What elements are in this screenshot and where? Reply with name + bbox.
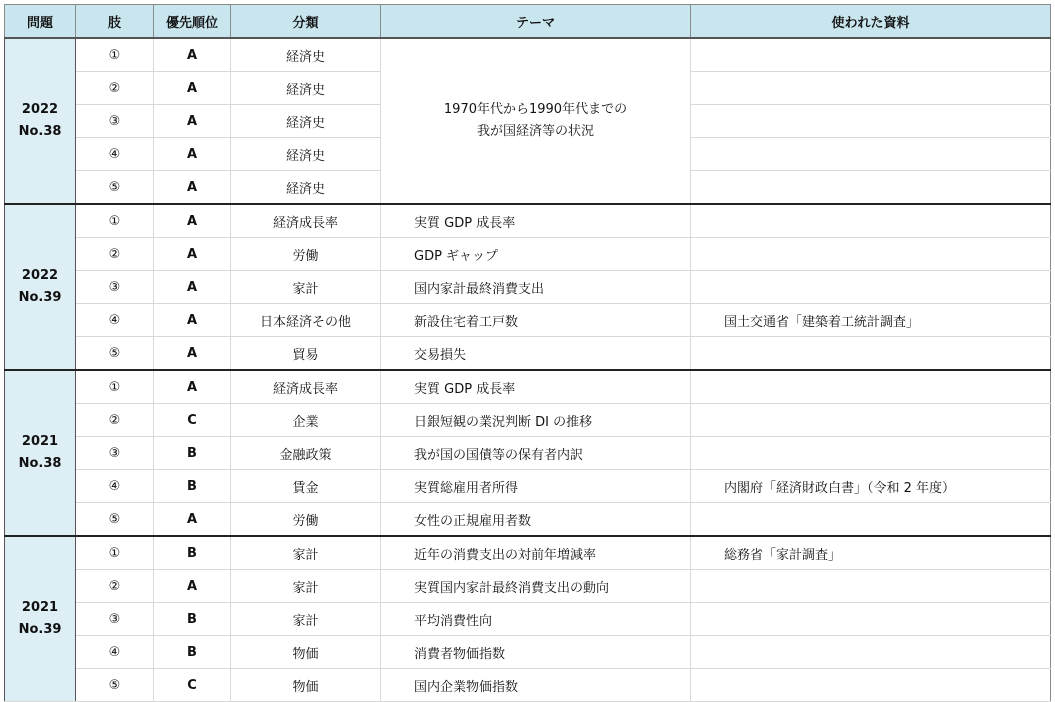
exam-topics-table xyxy=(4,4,1051,702)
table-row xyxy=(5,636,1051,669)
table-row xyxy=(5,304,1051,337)
table-row xyxy=(5,238,1051,271)
source-cell xyxy=(691,370,1051,404)
question-cell xyxy=(5,370,76,536)
theme-line: 1970年代から1990年代までの xyxy=(443,102,628,117)
table-row xyxy=(5,503,1051,537)
source-cell xyxy=(691,337,1051,371)
category-cell: 家計 xyxy=(231,536,381,570)
branch-cell: ② xyxy=(76,404,154,437)
question-cell xyxy=(5,536,76,702)
question-year: 2021 xyxy=(21,434,59,449)
table-row xyxy=(5,669,1051,702)
table-row xyxy=(5,570,1051,603)
priority-cell: A xyxy=(154,38,231,72)
priority-cell: B xyxy=(154,636,231,669)
theme-cell: 国内企業物価指数 xyxy=(381,669,691,702)
source-cell xyxy=(691,72,1051,105)
category-cell: 物価 xyxy=(231,636,381,669)
table-row xyxy=(5,603,1051,636)
category-cell: 経済史 xyxy=(231,105,381,138)
source-cell xyxy=(691,437,1051,470)
branch-cell: ④ xyxy=(76,138,154,171)
category-cell: 労働 xyxy=(231,238,381,271)
category-cell: 経済史 xyxy=(231,72,381,105)
theme-merged-cell xyxy=(381,38,691,204)
table-row xyxy=(5,38,1051,72)
category-cell: 経済史 xyxy=(231,138,381,171)
branch-cell: ③ xyxy=(76,271,154,304)
source-cell xyxy=(691,171,1051,205)
theme-cell: 実質 GDP 成長率 xyxy=(381,370,691,404)
source-cell xyxy=(691,503,1051,537)
priority-cell: A xyxy=(154,238,231,271)
source-cell xyxy=(691,105,1051,138)
priority-cell: A xyxy=(154,337,231,371)
table-row xyxy=(5,204,1051,238)
priority-cell: A xyxy=(154,570,231,603)
priority-cell: B xyxy=(154,437,231,470)
theme-cell: 日銀短観の業況判断 DI の推移 xyxy=(381,404,691,437)
branch-cell: ① xyxy=(76,536,154,570)
question-cell xyxy=(5,38,76,204)
table-row xyxy=(5,536,1051,570)
header-row xyxy=(5,5,1051,39)
theme-cell: GDP ギャップ xyxy=(381,238,691,271)
header-priority: 優先順位 xyxy=(154,5,231,39)
source-cell xyxy=(691,636,1051,669)
category-cell: 経済成長率 xyxy=(231,370,381,404)
source-cell xyxy=(691,38,1051,72)
category-cell: 家計 xyxy=(231,603,381,636)
source-cell xyxy=(691,138,1051,171)
priority-cell: B xyxy=(154,470,231,503)
branch-cell: ⑤ xyxy=(76,337,154,371)
header-theme: テーマ xyxy=(381,5,691,39)
category-cell: 経済史 xyxy=(231,171,381,205)
branch-cell: ② xyxy=(76,570,154,603)
question-cell xyxy=(5,204,76,370)
source-cell xyxy=(691,570,1051,603)
priority-cell: A xyxy=(154,503,231,537)
table-row xyxy=(5,404,1051,437)
priority-cell: A xyxy=(154,304,231,337)
priority-cell: A xyxy=(154,204,231,238)
branch-cell: ① xyxy=(76,204,154,238)
theme-cell: 女性の正規雇用者数 xyxy=(381,503,691,537)
table-row xyxy=(5,437,1051,470)
branch-cell: ② xyxy=(76,238,154,271)
theme-cell: 近年の消費支出の対前年増減率 xyxy=(381,536,691,570)
branch-cell: ④ xyxy=(76,636,154,669)
header-category: 分類 xyxy=(231,5,381,39)
header-branch: 肢 xyxy=(76,5,154,39)
category-cell: 賃金 xyxy=(231,470,381,503)
branch-cell: ① xyxy=(76,370,154,404)
table-row xyxy=(5,271,1051,304)
table-container xyxy=(4,4,1051,702)
source-cell: 内閣府「経済財政白書」（令和 2 年度） xyxy=(691,470,1051,503)
question-number: No.39 xyxy=(18,622,62,637)
source-cell: 総務省「家計調査」 xyxy=(691,536,1051,570)
priority-cell: A xyxy=(154,105,231,138)
category-cell: 家計 xyxy=(231,271,381,304)
priority-cell: C xyxy=(154,669,231,702)
priority-cell: B xyxy=(154,536,231,570)
source-cell xyxy=(691,271,1051,304)
source-cell xyxy=(691,204,1051,238)
branch-cell: ③ xyxy=(76,105,154,138)
theme-cell: 国内家計最終消費支出 xyxy=(381,271,691,304)
priority-cell: C xyxy=(154,404,231,437)
branch-cell: ⑤ xyxy=(76,669,154,702)
question-year: 2022 xyxy=(21,268,59,283)
branch-cell: ① xyxy=(76,38,154,72)
branch-cell: ③ xyxy=(76,437,154,470)
branch-cell: ④ xyxy=(76,304,154,337)
category-cell: 労働 xyxy=(231,503,381,537)
category-cell: 日本経済その他 xyxy=(231,304,381,337)
question-year: 2022 xyxy=(21,102,59,117)
theme-cell: 交易損失 xyxy=(381,337,691,371)
table-row xyxy=(5,370,1051,404)
category-cell: 金融政策 xyxy=(231,437,381,470)
priority-cell: A xyxy=(154,271,231,304)
priority-cell: B xyxy=(154,603,231,636)
table-row xyxy=(5,470,1051,503)
theme-cell: 実質総雇用者所得 xyxy=(381,470,691,503)
table-row xyxy=(5,337,1051,371)
category-cell: 経済成長率 xyxy=(231,204,381,238)
question-number: No.38 xyxy=(18,456,62,471)
branch-cell: ④ xyxy=(76,470,154,503)
question-year: 2021 xyxy=(21,600,59,615)
category-cell: 家計 xyxy=(231,570,381,603)
source-cell xyxy=(691,404,1051,437)
source-cell xyxy=(691,669,1051,702)
priority-cell: A xyxy=(154,72,231,105)
priority-cell: A xyxy=(154,370,231,404)
category-cell: 企業 xyxy=(231,404,381,437)
header-source: 使われた資料 xyxy=(691,5,1051,39)
question-number: No.38 xyxy=(18,124,62,139)
theme-cell: 新設住宅着工戸数 xyxy=(381,304,691,337)
theme-cell: 実質国内家計最終消費支出の動向 xyxy=(381,570,691,603)
branch-cell: ③ xyxy=(76,603,154,636)
priority-cell: A xyxy=(154,171,231,205)
category-cell: 貿易 xyxy=(231,337,381,371)
branch-cell: ⑤ xyxy=(76,171,154,205)
question-number: No.39 xyxy=(18,290,62,305)
theme-line: 我が国経済等の状況 xyxy=(476,124,594,139)
header-question: 問題 xyxy=(5,5,76,39)
branch-cell: ② xyxy=(76,72,154,105)
category-cell: 経済史 xyxy=(231,38,381,72)
source-cell xyxy=(691,238,1051,271)
theme-cell: 我が国の国債等の保有者内訳 xyxy=(381,437,691,470)
source-cell xyxy=(691,603,1051,636)
theme-cell: 平均消費性向 xyxy=(381,603,691,636)
branch-cell: ⑤ xyxy=(76,503,154,537)
priority-cell: A xyxy=(154,138,231,171)
theme-cell: 実質 GDP 成長率 xyxy=(381,204,691,238)
source-cell: 国土交通省「建築着工統計調査」 xyxy=(691,304,1051,337)
category-cell: 物価 xyxy=(231,669,381,702)
theme-cell: 消費者物価指数 xyxy=(381,636,691,669)
